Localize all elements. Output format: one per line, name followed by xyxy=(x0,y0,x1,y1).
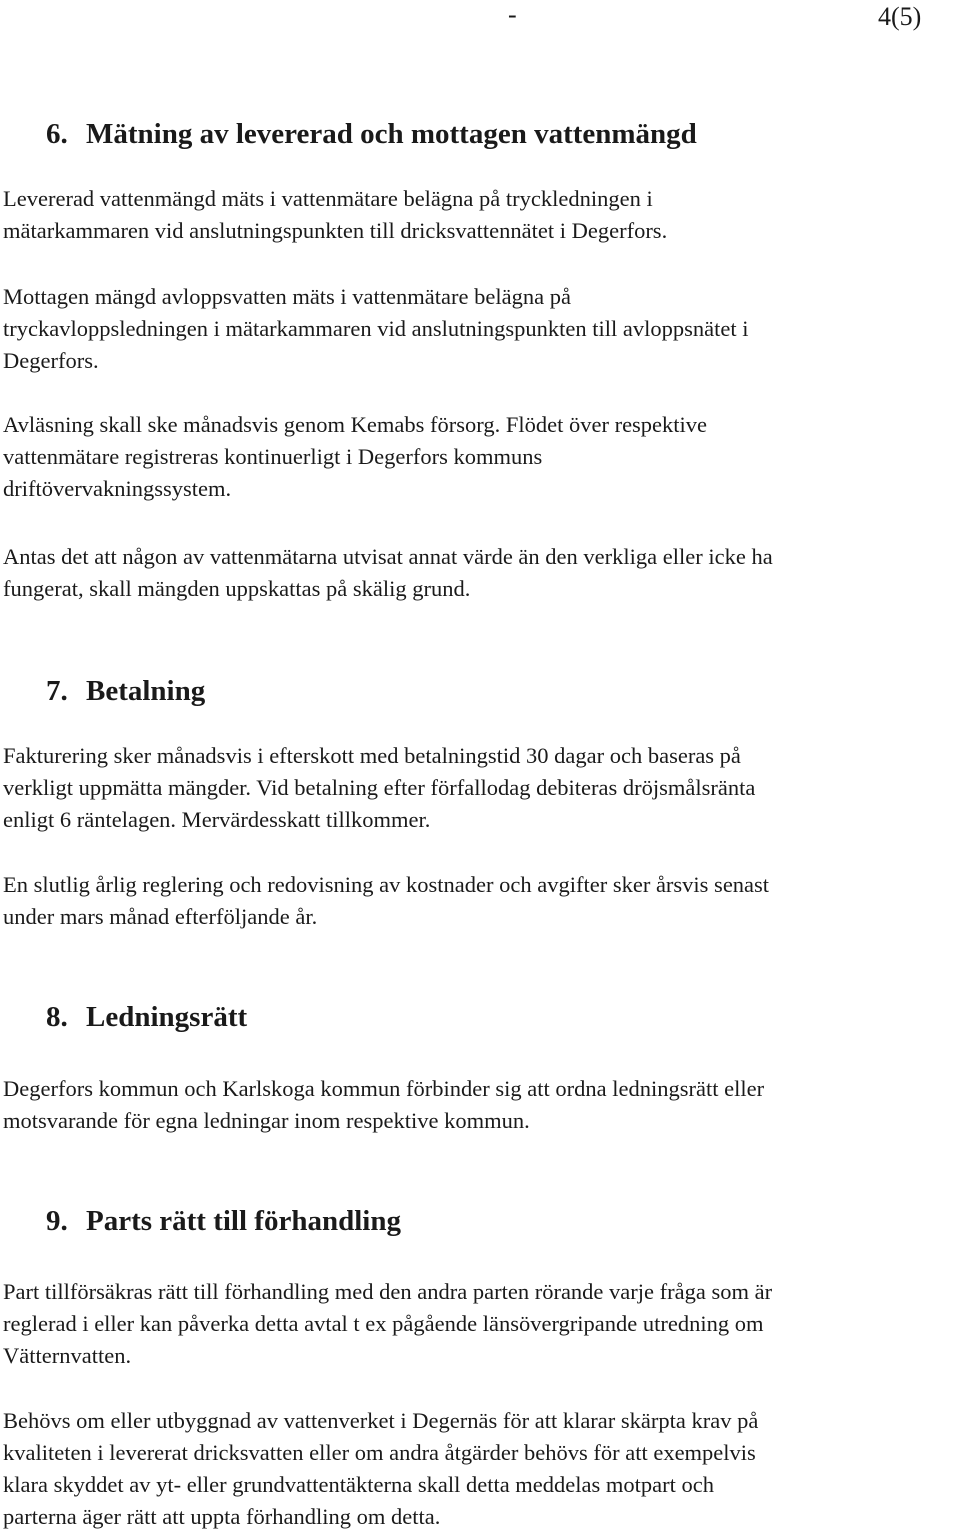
section-number: 7. xyxy=(46,675,68,707)
text-line: enligt 6 räntelagen. Mervärdesskatt tillkommer. xyxy=(3,807,431,832)
text-line: vattenmätare registreras kontinuerligt i Degerfors kommuns xyxy=(3,444,543,469)
section-heading-7 xyxy=(46,674,205,708)
text-line: Behövs om eller utbyggnad av vattenverket i Degernäs för att klarar skärpta krav på xyxy=(3,1408,759,1433)
section-number: 8. xyxy=(46,1001,68,1033)
section-heading-8 xyxy=(46,1000,247,1034)
text-line: Levererad vattenmängd mäts i vattenmätare belägna på tryckledningen i xyxy=(3,186,653,211)
section-title: Betalning xyxy=(86,675,206,707)
section-title: Parts rätt till förhandling xyxy=(86,1205,401,1237)
text-line: Degerfors. xyxy=(3,348,99,373)
paragraph xyxy=(3,409,958,505)
text-line: Antas det att någon av vattenmätarna utvisat annat värde än den verkliga eller icke ha xyxy=(3,544,773,569)
section-heading-9 xyxy=(46,1204,401,1238)
text-line: Degerfors kommun och Karlskoga kommun förbinder sig att ordna ledningsrätt eller xyxy=(3,1076,765,1101)
text-line: Avläsning skall ske månadsvis genom Kemabs försorg. Flödet över respektive xyxy=(3,412,708,437)
paragraph xyxy=(3,281,958,377)
text-line: parterna äger rätt att uppta förhandling om detta. xyxy=(3,1504,441,1529)
text-line: tryckavloppsledningen i mätarkammaren vid anslutningspunkten till avloppsnätet i xyxy=(3,316,749,341)
paragraph xyxy=(3,183,958,247)
paragraph xyxy=(3,869,958,933)
text-line: kvaliteten i levererat dricksvatten eller om andra åtgärder behövs för att exempelvis xyxy=(3,1440,756,1465)
header-dash: - xyxy=(508,0,517,29)
text-line: motsvarande för egna ledningar inom respektive kommun. xyxy=(3,1108,530,1133)
paragraph xyxy=(3,740,958,836)
section-title: Mätning av levererad och mottagen vattenmängd xyxy=(86,118,697,150)
text-line: reglerad i eller kan påverka detta avtal t ex pågående länsövergripande utredning om xyxy=(3,1311,764,1336)
section-number: 9. xyxy=(46,1205,68,1237)
text-line: Part tillförsäkras rätt till förhandling med den andra parten rörande varje fråga som är xyxy=(3,1279,773,1304)
text-line: klara skyddet av yt- eller grundvattentäkterna skall detta meddelas motpart och xyxy=(3,1472,714,1497)
text-line: Vätternvatten. xyxy=(3,1343,132,1368)
text-line: fungerat, skall mängden uppskattas på skälig grund. xyxy=(3,576,471,601)
paragraph xyxy=(3,1405,958,1533)
text-line: Mottagen mängd avloppsvatten mäts i vattenmätare belägna på xyxy=(3,284,571,309)
paragraph xyxy=(3,1073,958,1137)
text-line: En slutlig årlig reglering och redovisning av kostnader och avgifter sker årsvis senast xyxy=(3,872,770,897)
text-line: under mars månad efterföljande år. xyxy=(3,904,318,929)
text-line: driftövervakningssystem. xyxy=(3,476,232,501)
section-number: 6. xyxy=(46,118,68,150)
text-line: mätarkammaren vid anslutningspunkten till dricksvattennätet i Degerfors. xyxy=(3,218,668,243)
paragraph xyxy=(3,1276,958,1372)
text-line: verkligt uppmätta mängder. Vid betalning efter förfallodag debiteras dröjsmålsränta xyxy=(3,775,756,800)
page-number: 4(5) xyxy=(878,2,922,31)
paragraph xyxy=(3,541,958,605)
section-heading-6 xyxy=(46,117,697,151)
section-title: Ledningsrätt xyxy=(86,1001,248,1033)
text-line: Fakturering sker månadsvis i efterskott med betalningstid 30 dagar och baseras på xyxy=(3,743,741,768)
